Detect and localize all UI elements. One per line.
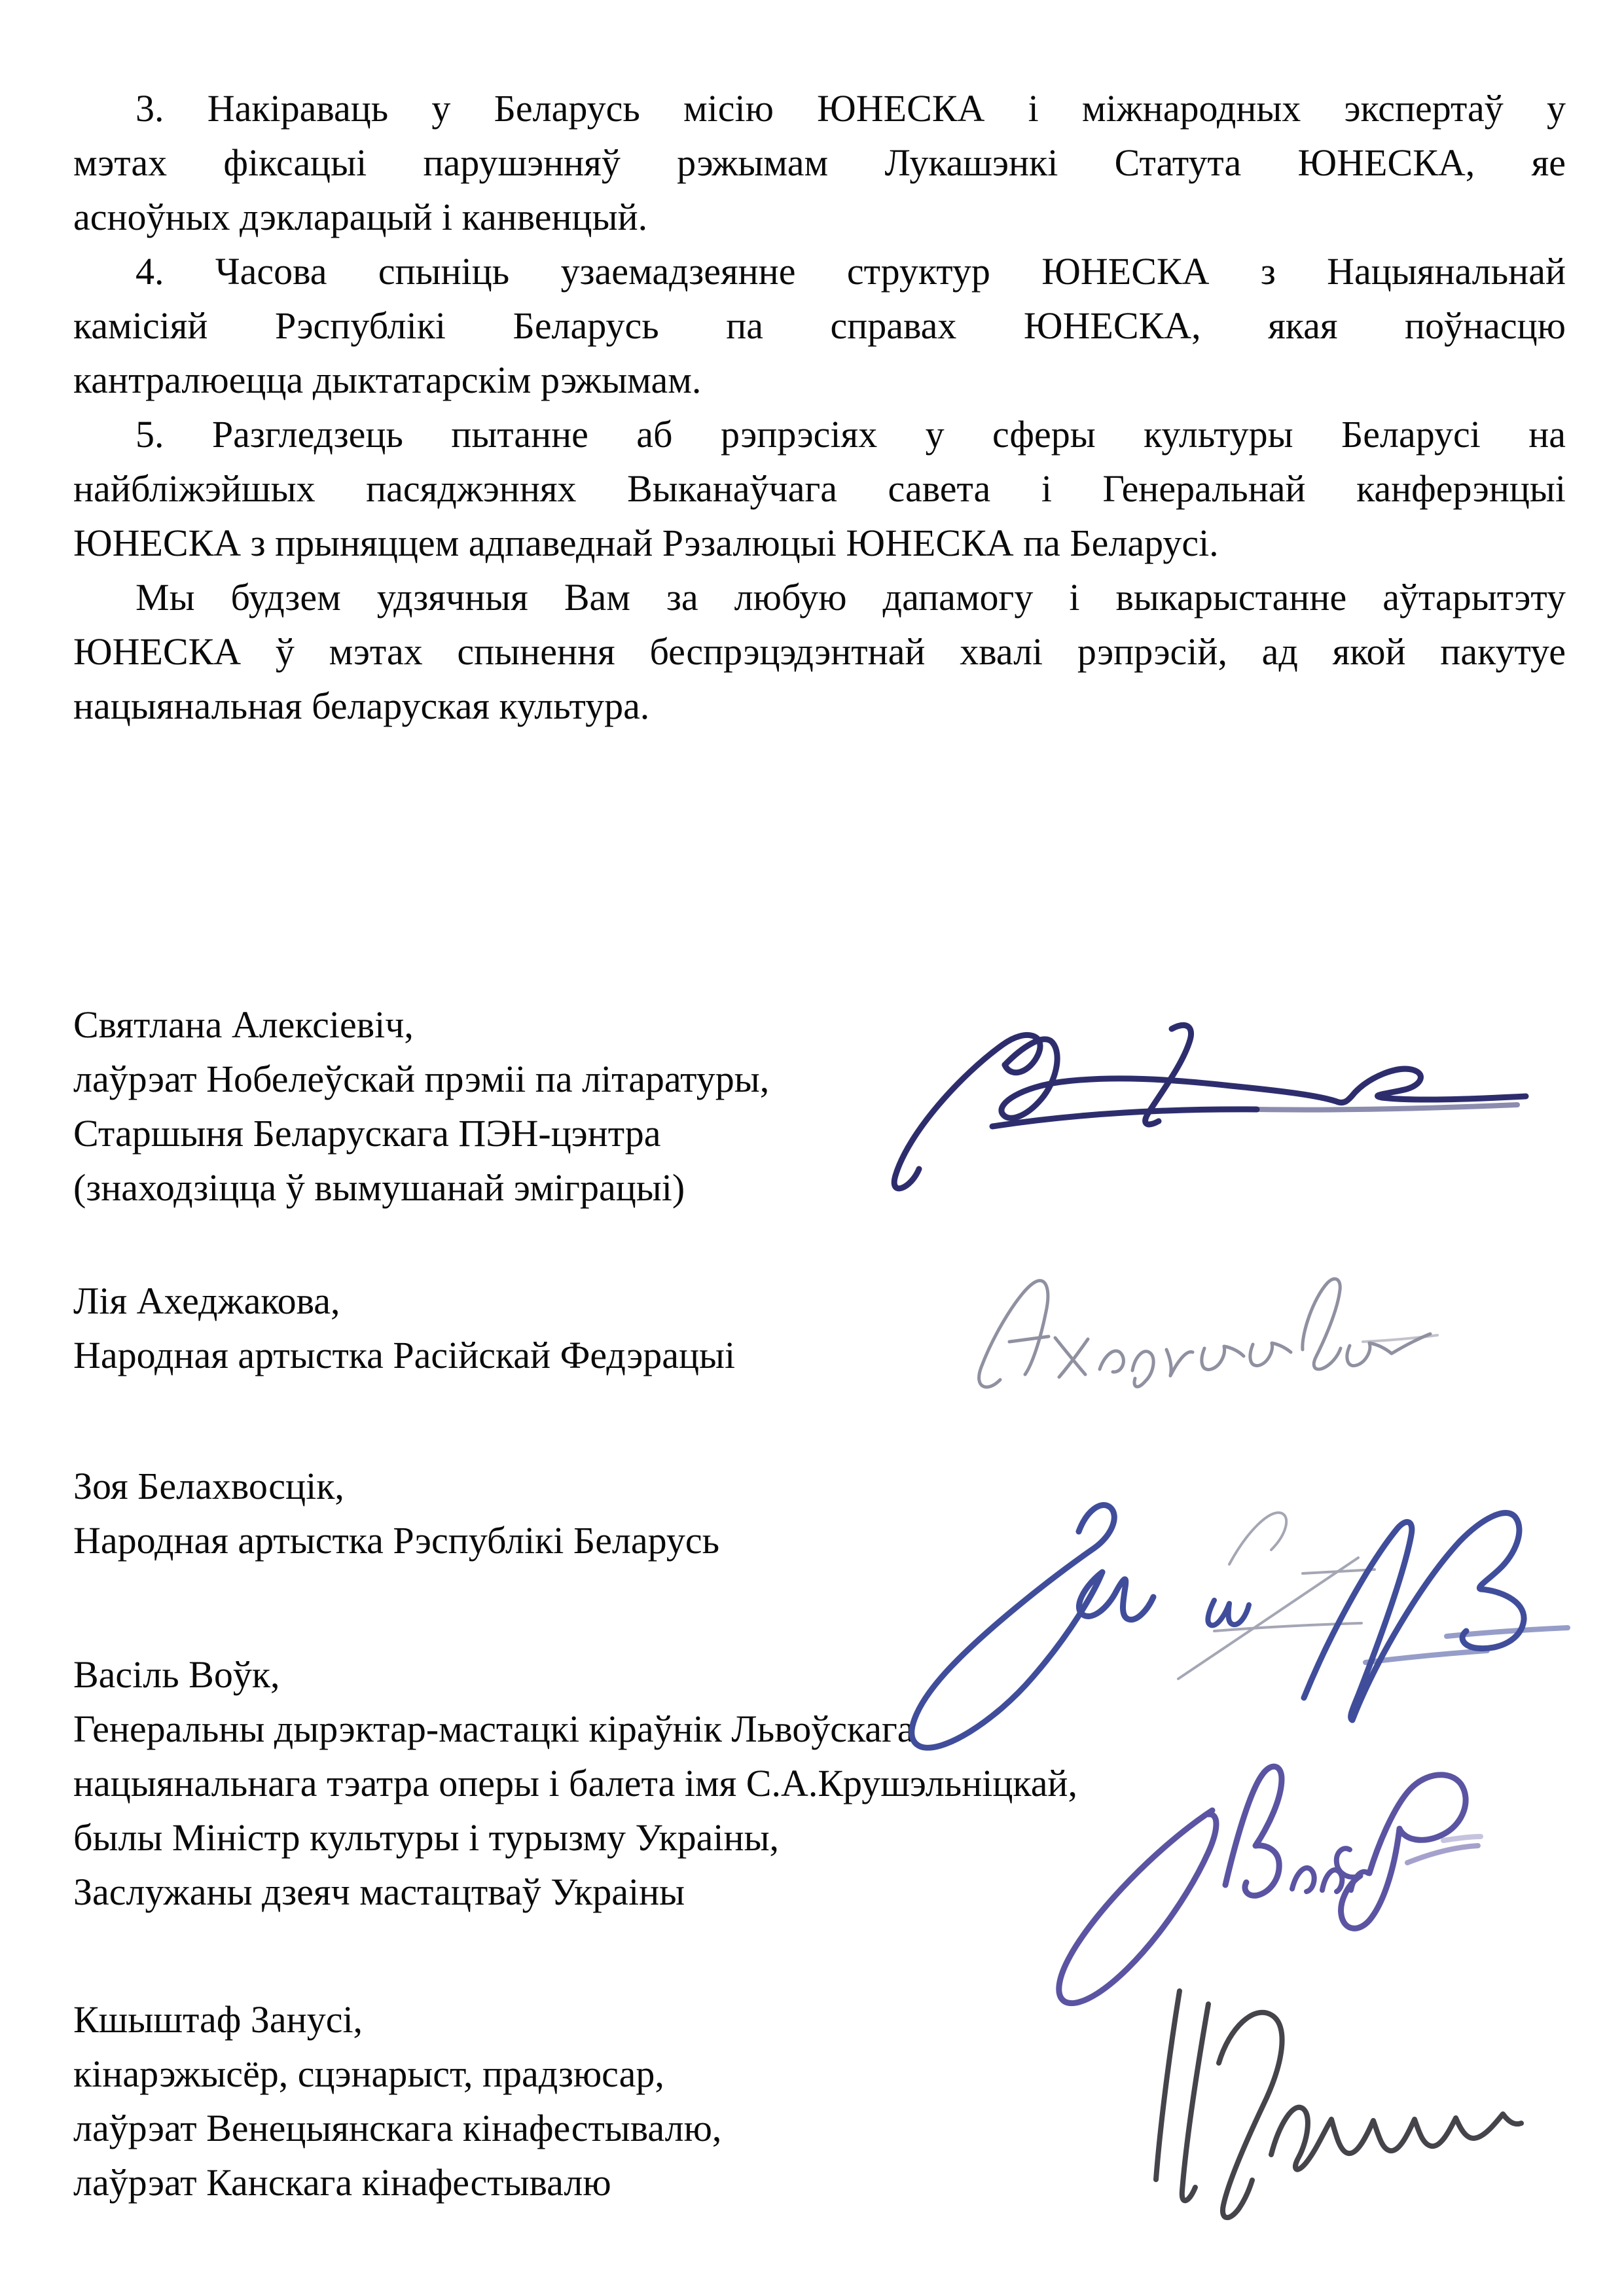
signatory-block-vouk — [73, 1647, 1252, 1919]
text-line: асноўных дэкларацый і канвенцый. — [73, 196, 648, 238]
text-line: ЮНЕСКА з прыняццем адпаведнай Рэзалюцыі ЮНЕСКА па Беларусі. — [73, 522, 1219, 564]
text-line: (знаходзіцца ў вымушанай эміграцыі) — [73, 1166, 685, 1209]
signature-stroke — [1447, 1628, 1568, 1636]
signature-stroke — [1363, 1335, 1437, 1342]
text-line: кантралюецца дыктатарскім рэжымам. — [73, 359, 702, 401]
signature-stroke — [1352, 1513, 1524, 1720]
signature-stroke — [1443, 1837, 1481, 1840]
signature-stroke — [1271, 2108, 1521, 2170]
text-line: Зоя Белахвосцік, — [73, 1465, 344, 1507]
text-line: Мы будзем удзячныя Вам за любую дапамогу і выкарыстанне аўтарытэту — [135, 576, 1566, 619]
signatory-block-zanussi — [73, 1992, 1252, 2210]
signature-stroke — [1303, 1279, 1341, 1369]
paragraph-item-4 — [73, 244, 1566, 407]
text-line: 5. Разгледзець пытанне аб рэпрэсіях у сферы культуры Беларусі на — [135, 413, 1566, 456]
signature-stroke — [1079, 1572, 1153, 1620]
text-line: Генеральны дырэктар-мастацкі кіраўнік Львоўскага — [73, 1708, 914, 1750]
text-line: камісіяй Рэспублікі Беларусь па справах ЮНЕСКА, якая поўнасцю — [73, 304, 1566, 347]
text-line: кінарэжысёр, сцэнарыст, прадзюсар, — [73, 2053, 664, 2095]
text-line: Васіль Воўк, — [73, 1653, 280, 1696]
text-line: былы Міністр культуры і турызму Украіны, — [73, 1816, 780, 1859]
letter-body — [73, 81, 1566, 733]
signature-stroke — [1292, 1868, 1368, 1892]
text-line: 3. Накіраваць у Беларусь місію ЮНЕСКА і міжнародных экспертаў у — [135, 87, 1566, 130]
text-line: ЮНЕСКА ў мэтах спынення беспрэцэдэнтнай хвалі рэпрэсій, ад якой пакутуе — [73, 630, 1566, 673]
text-line: Народная артыстка Рэспублікі Беларусь — [73, 1519, 720, 1562]
text-line: Святлана Алексіевіч, — [73, 1003, 414, 1046]
signature-stroke — [1365, 1651, 1487, 1662]
signature-stroke — [1214, 1570, 1375, 1631]
paragraph-item-3 — [73, 81, 1566, 244]
paragraph-item-5 — [73, 407, 1566, 570]
text-line: лаўрэат Венецыянскага кінафестывалю, — [73, 2107, 722, 2149]
paragraph-closing — [73, 570, 1566, 733]
signatory-block-akhedzhakova — [73, 1274, 1252, 1382]
signature-stroke — [1257, 1105, 1517, 1110]
signature-stroke — [1208, 1600, 1249, 1625]
text-line: 4. Часова спыніць узаемадзеянне структур ЮНЕСКА з Нацыянальнай — [135, 250, 1566, 293]
signature-stroke — [1407, 1846, 1478, 1863]
text-line: найбліжэйшых пасяджэннях Выканаўчага савета і Генеральнай канферэнцыі — [73, 467, 1566, 510]
signature-stroke — [1347, 1334, 1430, 1366]
text-line: лаўрэат Нобелеўскай прэміі па літаратуры, — [73, 1058, 770, 1100]
text-line: мэтах фіксацыі парушэнняў рэжымам Лукашэнкі Статута ЮНЕСКА, яе — [73, 141, 1566, 184]
text-line: нацыянальная беларуская культура. — [73, 685, 650, 727]
text-line: Старшыня Беларускага ПЭН-цэнтра — [73, 1112, 661, 1155]
text-line: Заслужаны дзеяч мастацтваў Украіны — [73, 1871, 685, 1913]
signature-stroke — [1341, 1775, 1466, 1929]
signatory-block-belakhvostsik — [73, 1459, 1252, 1568]
signatory-block-alexievich — [73, 997, 1252, 1215]
text-line: лаўрэат Канскага кінафестывалю — [73, 2161, 611, 2204]
signature-stroke — [1337, 1848, 1360, 1877]
text-line: нацыянальнага тэатра оперы і балета імя С.А.Крушэльніцкай, — [73, 1762, 1077, 1804]
signature-stroke — [1304, 1522, 1412, 1720]
text-line: Лія Ахеджакова, — [73, 1280, 340, 1322]
text-line: Народная артыстка Расійскай Федэрацыі — [73, 1334, 736, 1376]
text-line: Кшыштаф Занусі, — [73, 1998, 363, 2041]
